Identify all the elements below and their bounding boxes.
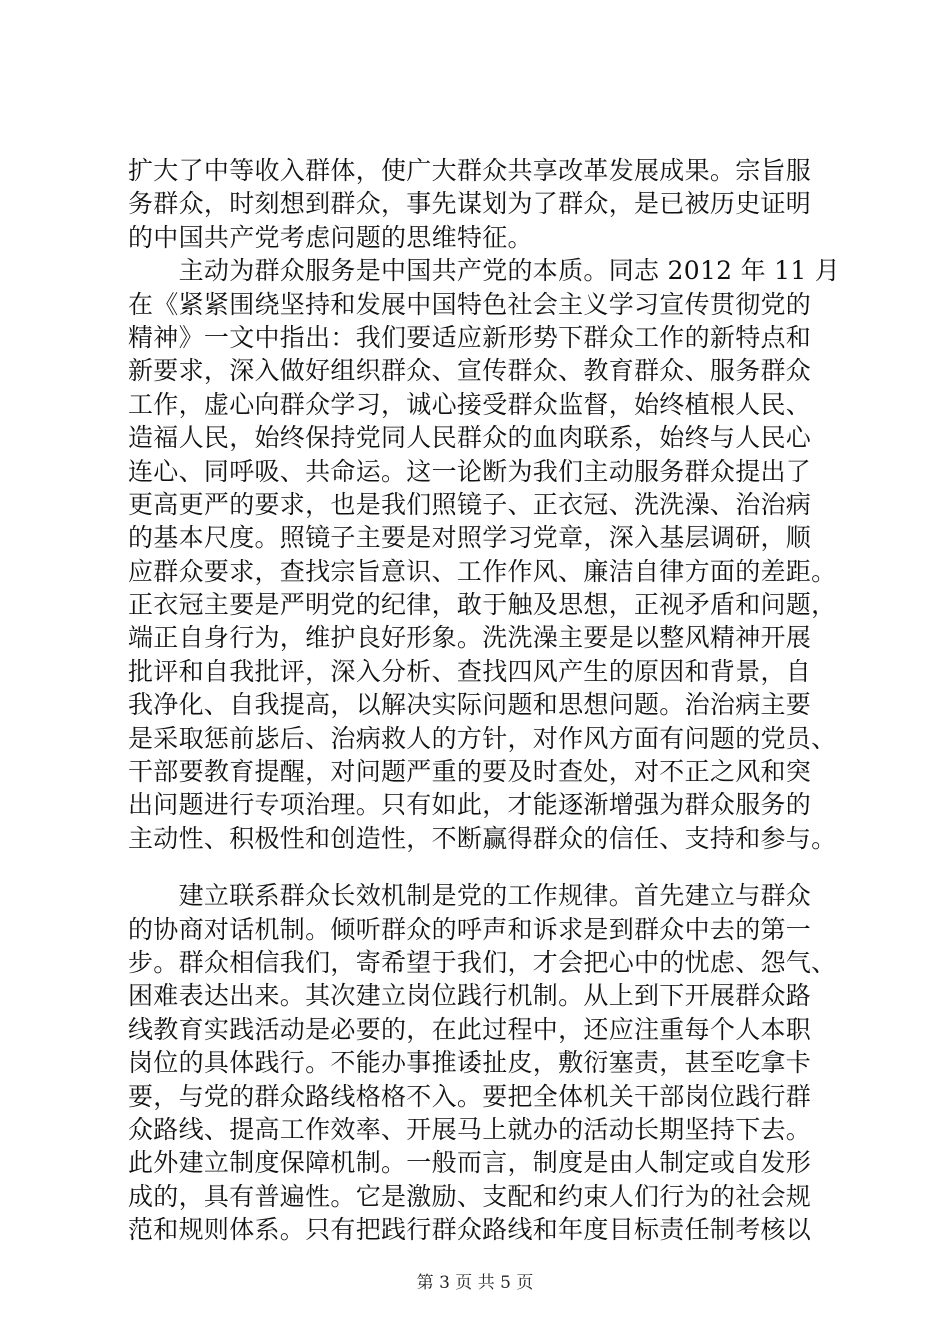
- text-line: 岗位的具体践行。不能办事推诿扯皮，敷衍塞责，甚至吃拿卡: [128, 1048, 812, 1078]
- text-line: 的基本尺度。照镜子主要是对照学习党章，深入基层调研，顺: [128, 523, 812, 553]
- text-line: 是采取惩前毖后、治病救人的方针，对作风方面有问题的党员、: [128, 723, 837, 753]
- text-line: 众路线、提高工作效率、开展马上就办的活动长期坚持下去。: [128, 1114, 812, 1144]
- text-line: 造福人民，始终保持党同人民群众的血肉联系，始终与人民心: [128, 423, 812, 453]
- text-line: 工作，虚心向群众学习，诚心接受群众监督，始终植根人民、: [128, 389, 812, 419]
- text-line: 更高更严的要求，也是我们照镜子、正衣冠、洗洗澡、治治病: [128, 489, 812, 519]
- text-line: 的协商对话机制。倾听群众的呼声和诉求是到群众中去的第一: [128, 914, 812, 944]
- text-line: 应群众要求，查找宗旨意识、工作作风、廉洁自律方面的差距。: [128, 556, 837, 586]
- text-line: 干部要教育提醒，对问题严重的要及时查处，对不正之风和突: [128, 757, 812, 787]
- text-line: 批评和自我批评，深入分析、查找四风产生的原因和背景，自: [128, 656, 812, 686]
- text-line: 此外建立制度保障机制。一般而言，制度是由人制定或自发形: [128, 1148, 812, 1178]
- paragraph-gap: [128, 855, 840, 879]
- text-line: 我净化、自我提高，以解决实际问题和思想问题。治治病主要: [128, 690, 812, 720]
- text-line: 步。群众相信我们，寄希望于我们，才会把心中的忧虑、怨气、: [128, 947, 837, 977]
- text-line: 主动性、积极性和创造性，不断赢得群众的信任、支持和参与。: [128, 823, 837, 853]
- text-line: 正衣冠主要是严明党的纪律，敢于触及思想，正视矛盾和问题，: [128, 590, 837, 620]
- text-line: 主动为群众服务是中国共产党的本质。同志 2012 年 11 月: [128, 256, 841, 286]
- text-line: 精神》一文中指出：我们要适应新形势下群众工作的新特点和: [128, 322, 812, 352]
- text-line: 连心、同呼吸、共命运。这一论断为我们主动服务群众提出了: [128, 456, 812, 486]
- paragraph-1: [128, 154, 840, 254]
- text-line: 新要求，深入做好组织群众、宣传群众、教育群众、服务群众: [128, 356, 812, 386]
- text-line: 成的，具有普遍性。它是激励、支配和约束人们行为的社会规: [128, 1181, 812, 1211]
- paragraph-3: [128, 879, 840, 1246]
- text-line: 建立联系群众长效机制是党的工作规律。首先建立与群众: [128, 881, 812, 911]
- text-line: 线教育实践活动是必要的，在此过程中，还应注重每个人本职: [128, 1014, 812, 1044]
- page-number-footer: 第 3 页 共 5 页: [416, 1273, 534, 1293]
- paragraph-2: [128, 254, 840, 855]
- text-line: 在《紧紧围绕坚持和发展中国特色社会主义学习宣传贯彻党的: [128, 289, 812, 319]
- text-line: 务群众，时刻想到群众，事先谋划为了群众，是已被历史证明: [128, 189, 812, 219]
- text-line: 范和规则体系。只有把践行群众路线和年度目标责任制考核以: [128, 1215, 812, 1245]
- text-line: 端正自身行为，维护良好形象。洗洗澡主要是以整风精神开展: [128, 623, 812, 653]
- text-line: 要，与党的群众路线格格不入。要把全体机关干部岗位践行群: [128, 1081, 812, 1111]
- text-line: 出问题进行专项治理。只有如此，才能逐渐增强为群众服务的: [128, 790, 812, 820]
- text-line: 困难表达出来。其次建立岗位践行机制。从上到下开展群众路: [128, 981, 812, 1011]
- text-line: 扩大了中等收入群体，使广大群众共享改革发展成果。宗旨服: [128, 156, 812, 185]
- document-body: [128, 154, 840, 1247]
- text-line: 的中国共产党考虑问题的思维特征。: [128, 222, 533, 252]
